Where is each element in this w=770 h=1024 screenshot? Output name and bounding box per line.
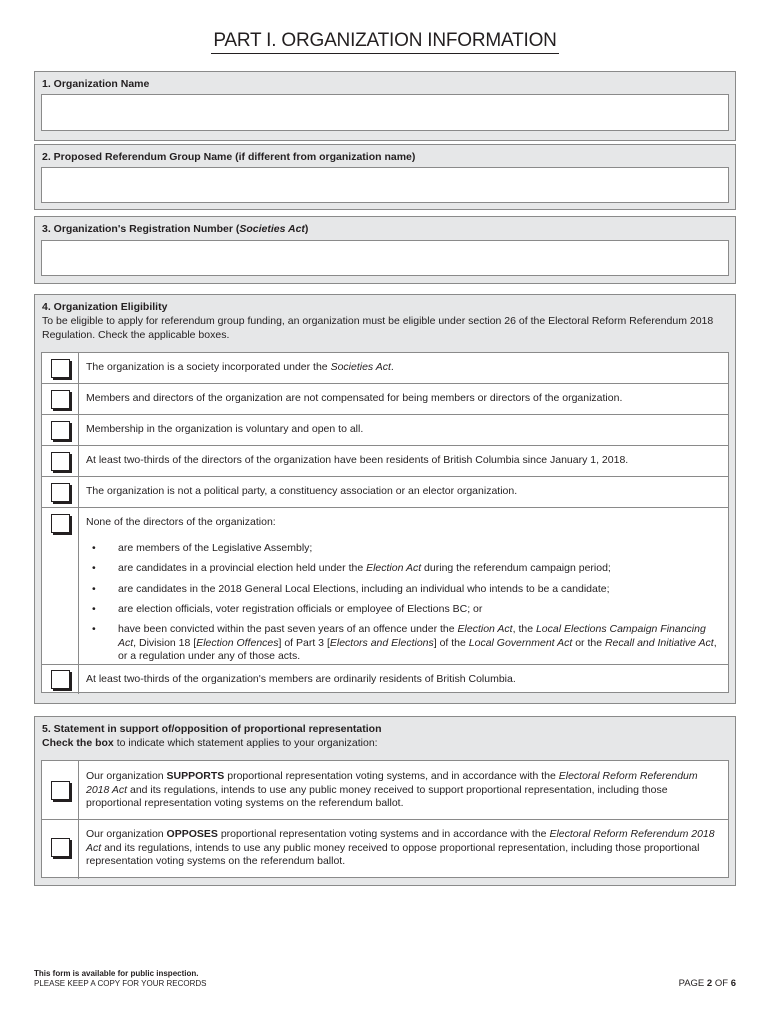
page-title-wrap (0, 30, 770, 54)
registration-number-label (35, 217, 735, 235)
registration-label-act: Societies Act (239, 223, 305, 235)
footer-notice (34, 969, 207, 989)
society-text-pre: The organization is a society incorporated under the (86, 361, 331, 373)
statement-row-opposes (42, 820, 728, 879)
checkbox-supports[interactable] (51, 781, 70, 800)
bullet-text-provincial (118, 562, 720, 576)
referendum-group-name-section (34, 144, 736, 210)
bullet-text-italic: Election Offences (196, 636, 279, 649)
eligibility-text-membership: Membership in the organization is voluntary and open to all. (86, 423, 364, 435)
checkbox-cell (42, 508, 79, 664)
referendum-group-name-field[interactable] (41, 167, 729, 203)
bullet-text-part: or the (572, 636, 605, 649)
eligibility-text-society (86, 361, 720, 375)
footer-keep-copy: PLEASE KEEP A COPY FOR YOUR RECORDS (34, 979, 207, 988)
eligibility-text-not-party: The organization is not a political party, a constituency association or an elector organization. (86, 485, 518, 497)
eligibility-section (34, 294, 736, 704)
statement-text-supports (86, 770, 720, 811)
support-text-part: proportional representation voting systems, and in accordance with the (224, 770, 559, 782)
bullet-text-italic: Election Act (457, 623, 513, 635)
referendum-group-name-label: 2. Proposed Referendum Group Name (if different from organization name) (42, 151, 416, 163)
eligibility-checklist (41, 352, 729, 693)
support-text-italic: Electoral Reform Referendum 2018 Act (86, 770, 698, 796)
page-title: PART I. ORGANIZATION INFORMATION (211, 30, 558, 54)
bullet-text-part: , the (512, 623, 536, 635)
eligibility-row-society (42, 353, 728, 384)
bullet-text-legislative: are members of the Legislative Assembly; (118, 542, 313, 554)
eligibility-row-members-residents (42, 665, 728, 694)
checkbox-not-party[interactable] (51, 483, 70, 502)
checkbox-cell (42, 415, 79, 445)
oppose-text-part: and its regulations, intends to use any public money received to oppose proportional representation, including those proportional representation voting systems on the referendum ballot. (86, 841, 700, 867)
support-text-part: Our organization (86, 770, 167, 782)
checkbox-opposes[interactable] (51, 838, 70, 857)
page-current: 2 (706, 978, 713, 989)
instruction-bold: Check the box (42, 737, 114, 749)
footer-public-inspection (34, 969, 207, 979)
bullet-dot: • (92, 603, 96, 615)
checkbox-cell (42, 820, 79, 879)
statement-options (41, 760, 729, 878)
footer-public-text: This form is available for public inspection. (34, 969, 199, 978)
page-number (679, 978, 736, 989)
oppose-text-part: proportional representation voting systems and in accordance with the (217, 828, 550, 840)
page-prefix: PAGE (678, 978, 707, 989)
bullet-text-officials: are election officials, voter registration officials or employee of Elections BC; or (118, 603, 483, 615)
eligibility-text-directors-residents: At least two-thirds of the directors of the organization have been residents of British Columbia since January 1, 2018. (86, 454, 629, 466)
checkbox-cell (42, 477, 79, 507)
bullet-text-part: are candidates in a provincial election held under the (118, 562, 367, 574)
oppose-text-italic: Electoral Reform Referendum 2018 Act (86, 828, 715, 854)
bullet-text-part: , or a regulation under any of those acts. (118, 636, 717, 662)
bullet-dot: • (92, 623, 96, 635)
instruction-rest: to indicate which statement applies to your organization: (113, 737, 378, 749)
bullet-text-italic: Recall and Initiative Act (604, 636, 714, 649)
checkbox-compensation[interactable] (51, 390, 70, 409)
bullet-text-italic: Electors and Elections (329, 636, 434, 649)
bullet-text-italic: Local Government Act (468, 636, 573, 649)
statement-text-opposes (86, 828, 720, 869)
society-text-act: Societies Act (330, 361, 391, 373)
checkbox-society[interactable] (51, 359, 70, 378)
statement-row-supports (42, 761, 728, 820)
bullet-text-part: ] of the (433, 636, 469, 649)
eligibility-row-compensation (42, 384, 728, 415)
bullet-text-part: ] of Part 3 [ (278, 636, 330, 649)
checkbox-cell (42, 446, 79, 476)
eligibility-label: 4. Organization Eligibility (42, 301, 168, 313)
bullet-text-part: , Division 18 [ (133, 636, 197, 649)
organization-name-label: 1. Organization Name (42, 78, 150, 90)
oppose-text-bold: OPPOSES (166, 828, 218, 840)
organization-name-section (34, 71, 736, 141)
page-of: OF (712, 978, 731, 989)
bullet-text-italic: Local Elections Campaign Financing Act (118, 623, 706, 649)
eligibility-row-membership (42, 415, 728, 446)
page-total: 6 (730, 978, 736, 989)
statement-instruction (35, 735, 735, 751)
oppose-text-part: Our organization (86, 828, 167, 840)
eligibility-row-not-party (42, 477, 728, 508)
registration-label-suffix: ) (304, 223, 309, 235)
bullet-text-part: have been convicted within the past seven years of an offence under the (118, 623, 458, 635)
statement-section (34, 716, 736, 886)
bullet-dot: • (92, 562, 96, 574)
eligibility-text-compensation: Members and directors of the organization are not compensated for being members or directors of the organization. (86, 392, 623, 404)
checkbox-directors-residents[interactable] (51, 452, 70, 471)
support-text-part: and its regulations, intends to use any public money received to support proportional representation, including those proportional representation voting systems on the referendum ballot. (86, 783, 668, 809)
bullet-dot: • (92, 542, 96, 554)
eligibility-intro: To be eligible to apply for referendum group funding, an organization must be eligible under section 26 of the Electoral Reform Referendum 2018 Regulation. Check the applicable boxes. (42, 315, 714, 341)
registration-number-section (34, 216, 736, 284)
bullet-dot: • (92, 583, 96, 595)
bullet-text-part: during the referendum campaign period; (421, 562, 611, 574)
checkbox-membership[interactable] (51, 421, 70, 440)
registration-label-prefix: 3. Organization's Registration Number ( (42, 223, 240, 235)
eligibility-row-directors-none (42, 508, 728, 665)
checkbox-cell (42, 384, 79, 414)
support-text-bold: SUPPORTS (166, 770, 225, 782)
bullet-text-local: are candidates in the 2018 General Local Elections, including an individual who intends to be a candidate; (118, 583, 610, 595)
society-text-post: . (390, 361, 394, 373)
organization-name-field[interactable] (41, 94, 729, 131)
bullet-text-italic: Election Act (366, 562, 422, 574)
checkbox-cell (42, 353, 79, 383)
checkbox-cell (42, 761, 79, 819)
statement-label: 5. Statement in support of/opposition of proportional representation (42, 723, 382, 735)
eligibility-text-members-residents: At least two-thirds of the organization's members are ordinarily residents of British Columbia. (86, 673, 516, 685)
eligibility-text-directors-none: None of the directors of the organization: (86, 516, 276, 528)
checkbox-directors-none[interactable] (51, 514, 70, 533)
bullet-text-convicted (118, 623, 720, 664)
registration-number-field[interactable] (41, 240, 729, 276)
eligibility-row-directors-residents (42, 446, 728, 477)
checkbox-cell (42, 665, 79, 694)
checkbox-members-residents[interactable] (51, 670, 70, 689)
